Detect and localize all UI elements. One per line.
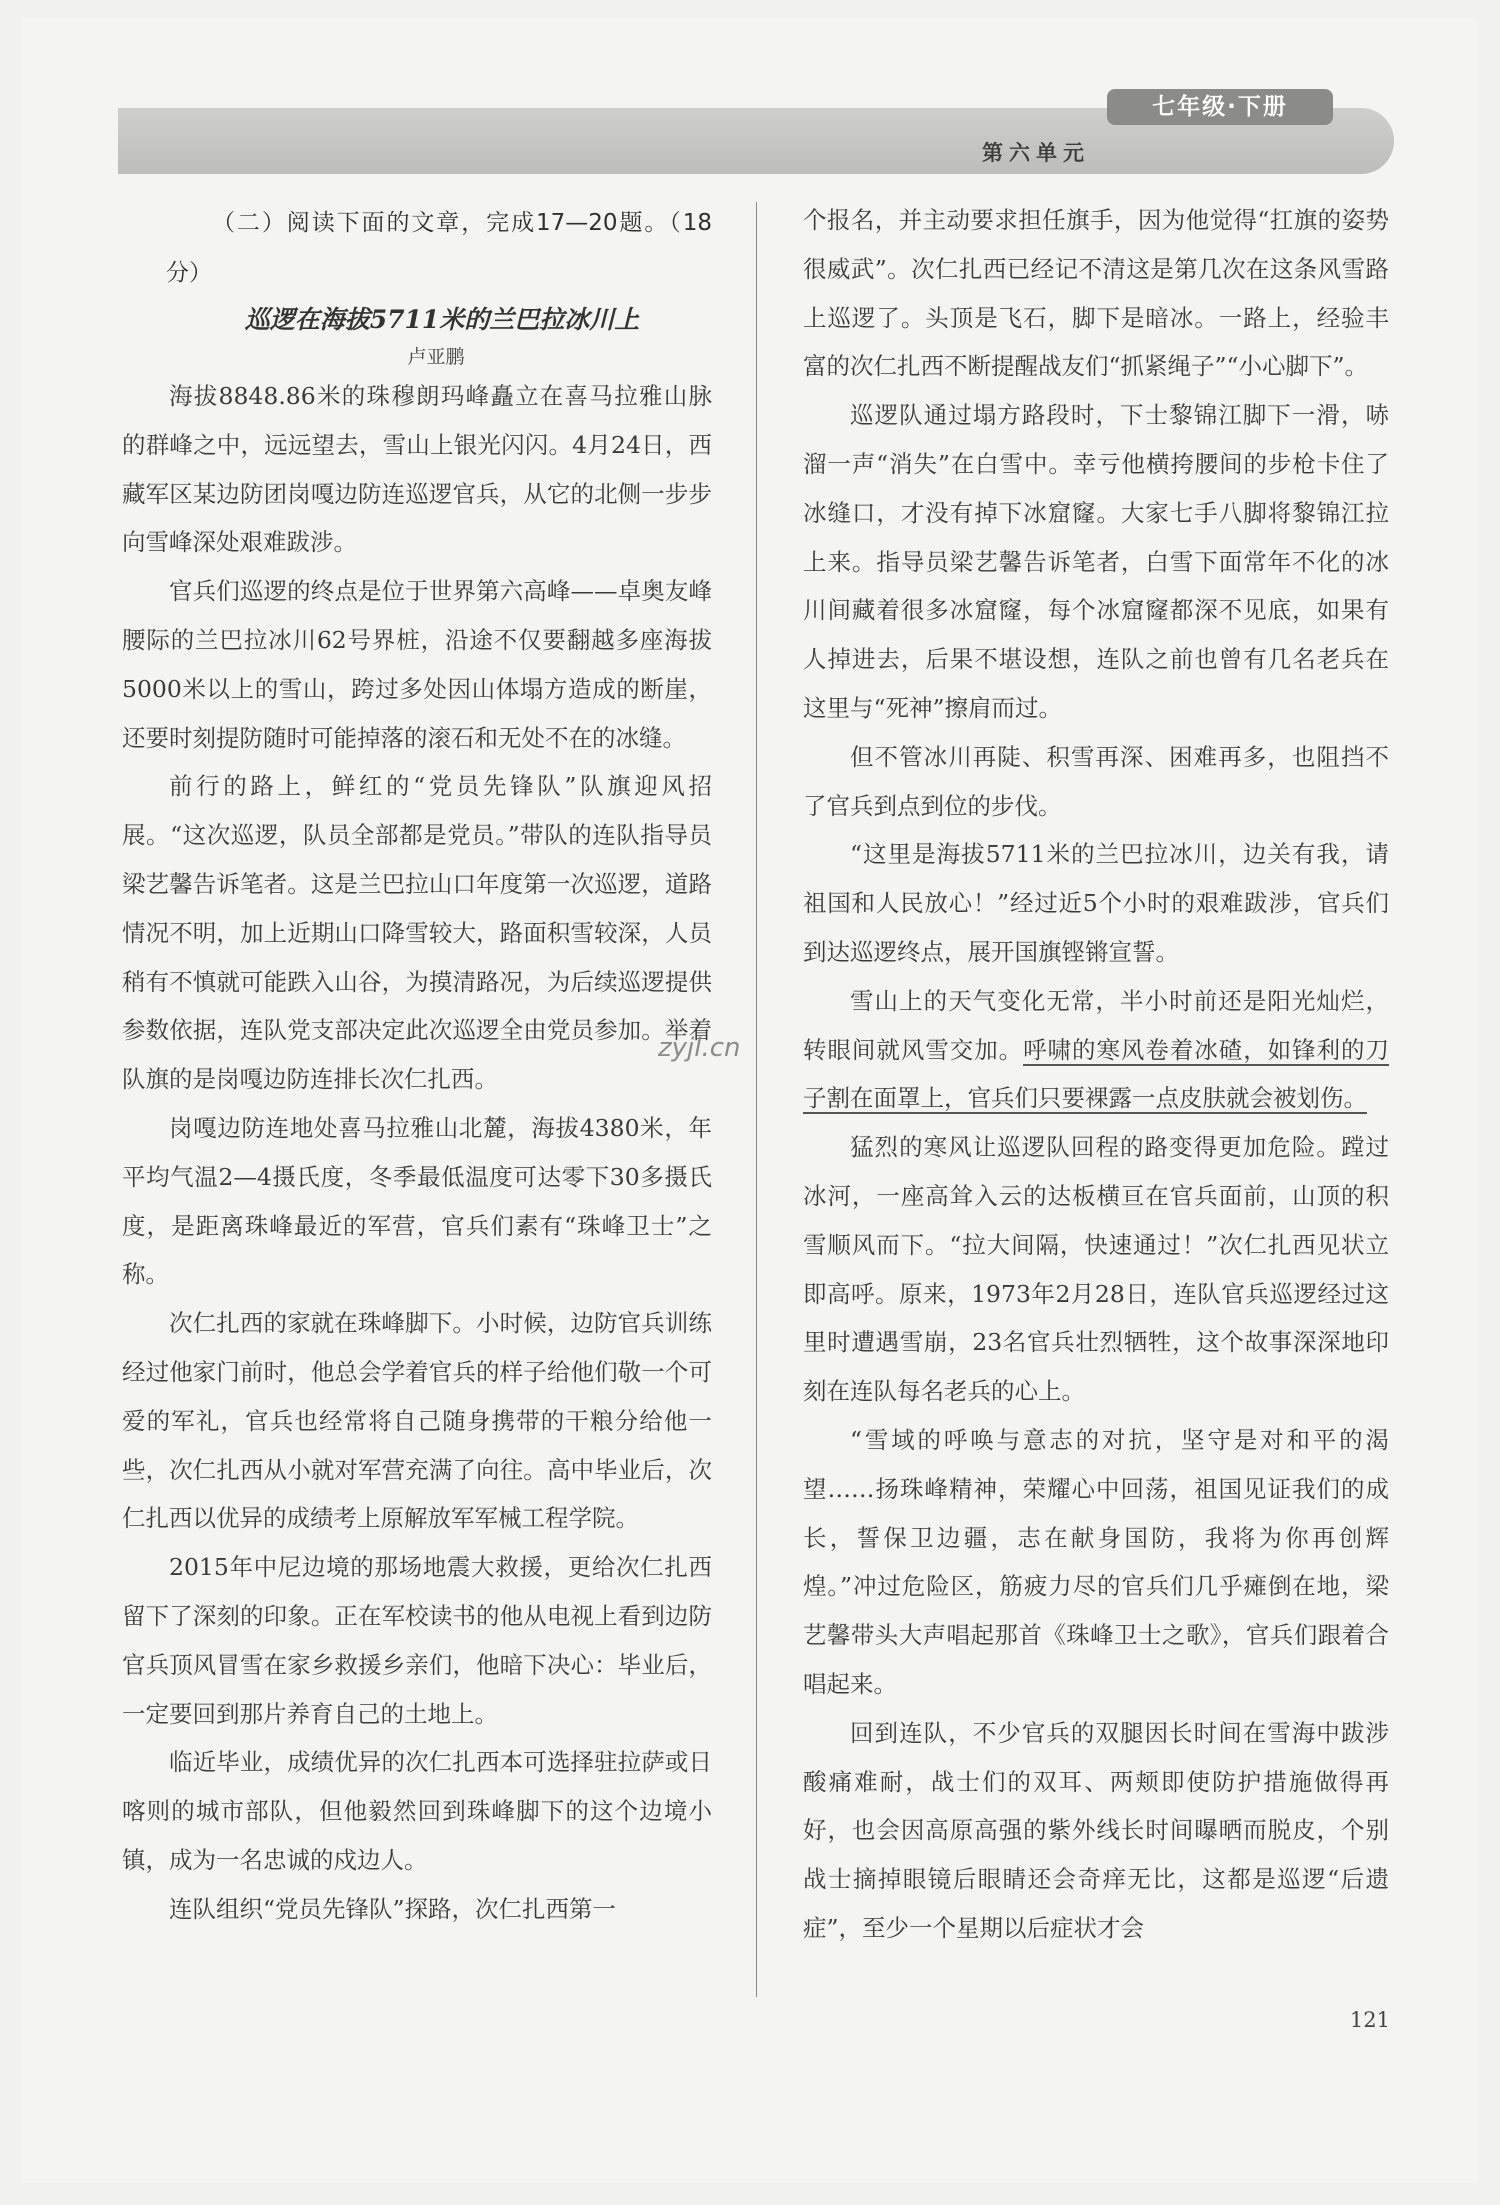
- paragraph: 前行的路上，鲜红的“党员先锋队”队旗迎风招展。“这次巡逻，队员全部都是党员。”带队的连队指导员梁艺馨告诉笔者。这是兰巴拉山口年度第一次巡逻，道路情况不明，加上近期山口降雪较大，路面积雪较深，人员稍有不慎就可能跌入山谷，为摸清路况，为后续巡逻提供参数依据，连队党支部决定此次巡逻全由党员参加。举着队旗的是岗嘎边防连排长次仁扎西。: [122, 772, 712, 1094]
- left-column: [122, 198, 712, 1934]
- underlined-sentence: 呼啸的寒风卷着冰碴，如锋利的刀子割在面罩上，官兵们只要裸露一点皮肤就会被划伤。: [803, 1035, 1390, 1113]
- page-number: 121: [1349, 2008, 1390, 2032]
- unit-title: 第六单元: [982, 141, 1090, 165]
- question-intro: （二）阅读下面的文章，完成17—20题。（18分）: [166, 210, 712, 286]
- watermark: zyjl.cn: [658, 1033, 741, 1063]
- column-divider: [756, 202, 757, 1997]
- paragraph: 岗嘎边防连地处喜马拉雅山北麓，海拔4380米，年平均气温2—4摄氏度，冬季最低温度可达零下30多摄氏度，是距离珠峰最近的军营，官兵们素有“珠峰卫士”之称。: [122, 1113, 712, 1289]
- paragraph-continued: 个报名，并主动要求担任旗手，因为他觉得“扛旗的姿势很威武”。次仁扎西已经记不清这是第几次在这条风雪路上巡逻了。头顶是飞石，脚下是暗冰。一路上，经验丰富的次仁扎西不断提醒战友们“抓紧绳子”“小心脚下”。: [803, 206, 1389, 381]
- paragraph: 临近毕业，成绩优异的次仁扎西本可选择驻拉萨或日喀则的城市部队，但他毅然回到珠峰脚下的这个边境小镇，成为一名忠诚的戍边人。: [122, 1748, 712, 1874]
- article-author: 卢亚鹏: [407, 346, 465, 368]
- paragraph: 2015年中尼边境的那场地震大救援，更给次仁扎西留下了深刻的印象。正在军校读书的他从电视上看到边防官兵顶风冒雪在家乡救援乡亲们，他暗下决心：毕业后，一定要回到那片养育自己的土地上。: [122, 1553, 712, 1728]
- paragraph: 巡逻队通过塌方路段时，下士黎锦江脚下一滑，哧溜一声“消失”在白雪中。幸亏他横挎腰间的步枪卡住了冰缝口，才没有掉下冰窟窿。大家七手八脚将黎锦江拉上来。指导员梁艺馨告诉笔者，白雪下面常年不化的冰川间藏着很多冰窟窿，每个冰窟窿都深不见底，如果有人掉进去，后果不堪设想，连队之前也曾有几名老兵在这里与“死神”擦肩而过。: [803, 401, 1389, 722]
- paragraph: 回到连队，不少官兵的双腿因长时间在雪海中跋涉酸痛难耐，战士们的双耳、两颊即使防护措施做得再好，也会因高原高强的紫外线长时间曝晒而脱皮，个别战士摘掉眼镜后眼睛还会奇痒无比，这都是巡逻“后遗症”，至少一个星期以后症状才会: [803, 1718, 1389, 1942]
- grade-label: 七年级·下册: [1107, 89, 1333, 125]
- paragraph: 海拔8848.86米的珠穆朗玛峰矗立在喜马拉雅山脉的群峰之中，远远望去，雪山上银光闪闪。4月24日，西藏军区某边防团岗嘎边防连巡逻官兵，从它的北侧一步步向雪峰深处艰难跋涉。: [122, 382, 712, 557]
- paragraph-snow: [803, 977, 1389, 1123]
- paragraph: 官兵们巡逻的终点是位于世界第六高峰——卓奥友峰腰际的兰巴拉冰川62号界桩，沿途不仅要翻越多座海拔5000米以上的雪山，跨过多处因山体塌方造成的断崖，还要时刻提防随时可能掉落的滚石和无处不在的冰缝。: [122, 577, 712, 752]
- paragraph: 但不管冰川再陡、积雪再深、困难再多，也阻挡不了官兵到点到位的步伐。: [803, 742, 1389, 820]
- paragraph: “雪域的呼唤与意志的对抗，坚守是对和平的渴望……扬珠峰精神，荣耀心中回荡，祖国见证我们的成长，誓保卫边疆，志在献身国防，我将为你再创辉煌。”冲过危险区，筋疲力尽的官兵们几乎瘫倒在地，梁艺馨带头大声唱起那首《珠峰卫士之歌》，官兵们跟着合唱起来。: [803, 1425, 1389, 1698]
- right-column: [803, 196, 1389, 1953]
- article-title: 巡逻在海拔5711米的兰巴拉冰川上: [244, 305, 640, 334]
- snow-sentence: 雪山上的天气变化无常，半小时前还是阳光灿烂，转眼间就风雪交加。: [803, 986, 1389, 1064]
- paragraph: 连队组织“党员先锋队”探路，次仁扎西第一: [169, 1894, 617, 1923]
- paragraph: 次仁扎西的家就在珠峰脚下。小时候，边防官兵训练经过他家门前时，他总会学着官兵的样子给他们敬一个可爱的军礼，官兵也经常将自己随身携带的干粮分给他一些，次仁扎西从小就对军营充满了向往。高中毕业后，次仁扎西以优异的成绩考上原解放军军械工程学院。: [122, 1309, 712, 1533]
- paragraph: 猛烈的寒风让巡逻队回程的路变得更加危险。蹚过冰河，一座高耸入云的达板横亘在官兵面前，山顶的积雪顺风而下。“拉大间隔，快速通过！”次仁扎西见状立即高呼。原来，1973年2月28日，连队官兵巡逻经过这里时遭遇雪崩，23名官兵壮烈牺牲，这个故事深深地印刻在连队每名老兵的心上。: [803, 1133, 1389, 1406]
- paragraph: “这里是海拔5711米的兰巴拉冰川，边关有我，请祖国和人民放心！”经过近5个小时的艰难跋涉，官兵们到达巡逻终点，展开国旗铿锵宣誓。: [803, 840, 1389, 966]
